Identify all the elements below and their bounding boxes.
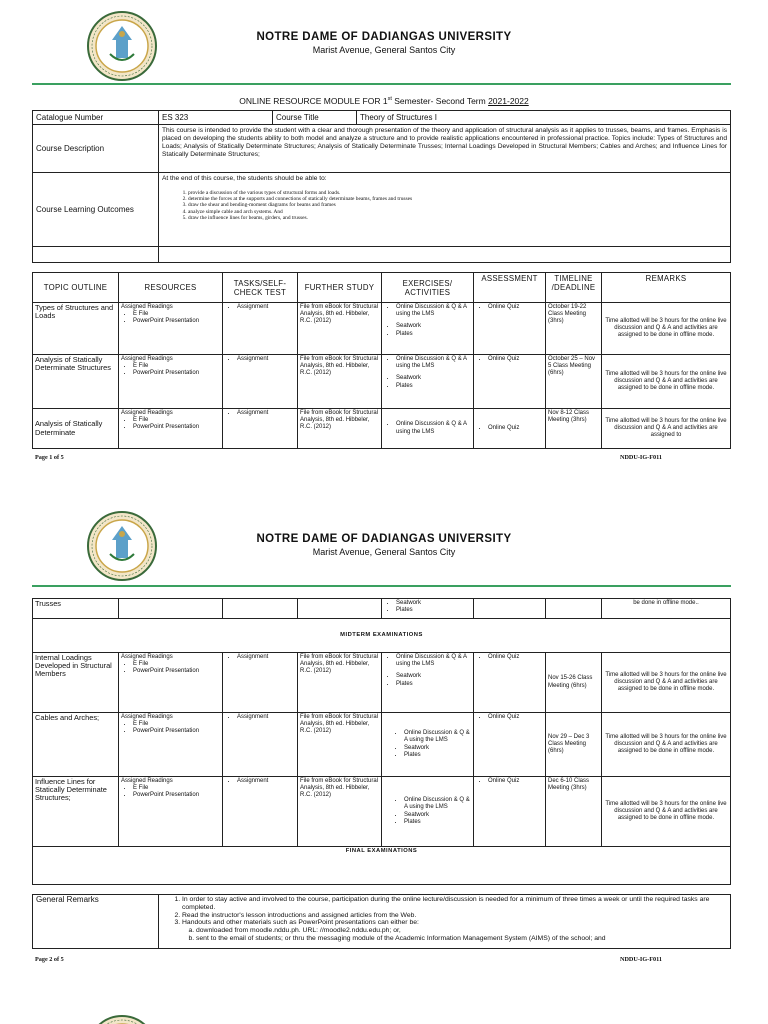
further-study-cell: File from eBook for Structural Analysis, 8th ed. Hibbeler, R.C. (2012) [298,355,382,409]
timeline-cell: October 19-22 Class Meeting (3hrs) [546,303,602,355]
page-2 [0,500,768,980]
midterm-label: MIDTERM EXAMINATIONS [33,619,731,653]
exercises-cell: • Online Discussion & Q & A using the LMS • Seatwork • Plates [382,653,474,713]
table-row [33,777,731,847]
resources-cell: Assigned Readings • E File • PowerPoint Presentation [119,777,223,847]
course-description: This course is intended to provide the student with a clear and thorough presentation of the theory and application of structural analysis as it applies to trusses, beams, and frames. Emphasis is placed on developing the students ability to both model and analyze a structure and to provide realistic applications encountered in professional practice. Topics include: Types of Structures and Loads; Analysis of Statically Determinate Structures; Analysis of Statically Determinate Trusses; Internal Loadings Developed in Structural Members; Cables and Arches; and Influence Lines for Statically Determinate Structures; [159,125,731,173]
tasks-cell [223,599,298,619]
table-row [33,653,731,713]
module-title: ONLINE RESOURCE MODULE FOR 1st Semester- Second Term 2021-2022 [239,96,529,106]
assessment-cell: • Online Quiz [474,303,546,355]
outcomes-list [188,190,727,221]
timeline-cell: Nov 15-26 Class Meeting (6hrs) [546,653,602,713]
remark-item: 3. Handouts and other materials such as PowerPoint presentations can either be: a. downloaded from moodle.nddu.ph. URL: //moodle2.nddu.edu.ph; or, b. sent to the email of students; or thru the messaging module of the Academic Information Management System (AIMS) of the school; and [182,919,727,942]
assessment-cell: • Online Quiz [474,409,546,449]
document-code: NDDU-IG-F011 [620,956,662,963]
remarks-cell: Time allotted will be 3 hours for the online live discussion and Q & A and activities are assigned to be done in offline mode. [602,653,731,713]
resources-cell [119,599,223,619]
header-tasks: TASKS/SELF-CHECK TEST [223,273,298,303]
further-study-cell: File from eBook for Structural Analysis, 8th ed. Hibbeler, R.C. (2012) [298,409,382,449]
assessment-cell [474,599,546,619]
exercises-cell: • Online Discussion & Q & A using the LMS [382,409,474,449]
topics-table-page-2 [32,598,731,885]
university-name: NOTRE DAME OF DADIANGAS UNIVERSITY [256,31,512,43]
timeline-cell: Dec 6-10 Class Meeting (3hrs) [546,777,602,847]
tasks-cell: • Assignment [223,713,298,777]
header-resources: RESOURCES [119,273,223,303]
page-number: Page 2 of 5 [35,956,64,963]
topic-cell: Trusses [33,599,119,619]
header-divider [32,83,731,85]
exercises-cell: • Online Discussion & Q & A using the LMS • Seatwork • Plates [382,777,474,847]
assessment-cell: • Online Quiz [474,355,546,409]
blank-cell [159,247,731,263]
university-address: Marist Avenue, General Santos City [312,547,456,557]
resources-cell: Assigned Readings • E File • PowerPoint Presentation [119,409,223,449]
table-row [33,355,731,409]
course-title-label: Course Title [273,111,357,125]
outcome-item: 5. draw the influence lines for beams, girders, and trusses. [188,215,727,221]
remarks-cell: Time allotted will be 3 hours for the online live discussion and Q & A and activities are assigned to [602,409,731,449]
topic-cell: Analysis of Statically Determinate [33,409,119,449]
course-title-value: Theory of Structures I [357,111,731,125]
university-seal-logo [86,1014,158,1024]
resources-cell: Assigned Readings • E File • PowerPoint Presentation [119,713,223,777]
assessment-cell: • Online Quiz [474,713,546,777]
timeline-cell: October 25 – Nov 5 Class Meeting (6hrs) [546,355,602,409]
blank-cell [33,247,159,263]
table-row [33,409,731,449]
header-divider [32,585,731,587]
outcome-item: 4. analyze simple cable and arch systems. And [188,209,727,215]
remarks-cell: Time allotted will be 3 hours for the online live discussion and Q & A and activities are assigned to be done in offline mode. [602,713,731,777]
final-label: FINAL EXAMINATIONS [33,847,731,885]
outcomes-intro: At the end of this course, the students should be able to: [162,175,327,182]
exercises-cell: • Seatwork • Plates [382,599,474,619]
outcome-item: 2. determine the forces at the supports and connections of statically determinate beams, frames and trusses [188,196,727,202]
tasks-cell: • Assignment [223,355,298,409]
topic-cell: Internal Loadings Developed in Structural Members [33,653,119,713]
topic-cell: Analysis of Statically Determinate Structures [33,355,119,409]
remark-subitem: b. sent to the email of students; or thru the messaging module of the Academic Information Management System (AIMS) of the school; and [196,935,727,943]
header-exercises: EXERCISES/ ACTIVITIES [382,273,474,303]
topics-table-page-1 [32,272,731,449]
final-row [33,847,731,885]
remarks-cell: Time allotted will be 3 hours for the online live discussion and Q & A and activities are assigned to be done in offline mode. [602,355,731,409]
further-study-cell: File from eBook for Structural Analysis, 8th ed. Hibbeler, R.C. (2012) [298,777,382,847]
tasks-cell: • Assignment [223,777,298,847]
remark-subitem: a. downloaded from moodle.nddu.ph. URL: //moodle2.nddu.edu.ph; or, [196,927,727,935]
outcomes-label: Course Learning Outcomes [33,173,159,247]
remarks-cell: be done in offline mode.. [602,599,731,619]
resources-cell: Assigned Readings • E File • PowerPoint Presentation [119,653,223,713]
outcome-item: 1. provide a discussion of the various types of structural forms and loads. [188,190,727,196]
further-study-cell: File from eBook for Structural Analysis, 8th ed. Hibbeler, R.C. (2012) [298,303,382,355]
assessment-cell: • Online Quiz [474,777,546,847]
topic-cell: Cables and Arches; [33,713,119,777]
header-remarks: REMARKS [602,273,731,303]
remark-item: 2. Read the instructor's lesson introductions and assigned articles from the Web. [182,912,727,920]
university-name: NOTRE DAME OF DADIANGAS UNIVERSITY [256,533,512,545]
topic-cell: Types of Structures and Loads [33,303,119,355]
exercises-cell: • Online Discussion & Q & A using the LMS • Seatwork • Plates [382,355,474,409]
topic-cell: Influence Lines for Statically Determinate Structures; [33,777,119,847]
exercises-cell: • Online Discussion & Q & A using the LMS • Seatwork • Plates [382,303,474,355]
remarks-cell: Time allotted will be 3 hours for the online live discussion and Q & A and activities are assigned to be done in offline mode. [602,777,731,847]
university-seal-logo [86,510,158,582]
description-label: Course Description [33,125,159,173]
header-further-study: FURTHER STUDY [298,273,382,303]
outcome-item: 3. draw the shear and bending-moment diagrams for beams and frames [188,202,727,208]
general-remarks-label: General Remarks [33,895,159,949]
catalogue-value: ES 323 [159,111,273,125]
assessment-cell: • Online Quiz [474,653,546,713]
further-study-cell: File from eBook for Structural Analysis, 8th ed. Hibbeler, R.C. (2012) [298,653,382,713]
general-remarks-content [159,895,731,949]
resources-cell: Assigned Readings • E File • PowerPoint Presentation [119,355,223,409]
header-timeline: TIMELINE /DEADLINE [546,273,602,303]
table-row [33,599,731,619]
exercises-cell: • Online Discussion & Q & A using the LMS • Seatwork • Plates [382,713,474,777]
course-outcomes [159,173,731,247]
document-code: NDDU-IG-F011 [620,454,662,461]
midterm-row [33,619,731,653]
further-study-cell [298,599,382,619]
tasks-cell: • Assignment [223,303,298,355]
timeline-cell: Nov 29 – Dec 3 Class Meeting (6hrs) [546,713,602,777]
catalogue-label: Catalogue Number [33,111,159,125]
course-info-table [32,110,731,263]
timeline-cell: Nov 8-12 Class Meeting (3hrs) [546,409,602,449]
page-number: Page 1 of 5 [35,454,64,461]
table-row [33,713,731,777]
header-assessment: ASSESSMENT [474,273,546,303]
remarks-cell: Time allotted will be 3 hours for the online live discussion and Q & A and activities are assigned to be done in offline mode. [602,303,731,355]
university-address: Marist Avenue, General Santos City [312,45,456,55]
page-1 [0,0,768,470]
tasks-cell: • Assignment [223,409,298,449]
resources-cell: Assigned Readings • E File • PowerPoint Presentation [119,303,223,355]
general-remarks-table [32,894,731,949]
timeline-cell [546,599,602,619]
table-row [33,303,731,355]
page-3 [0,1000,768,1024]
further-study-cell: File from eBook for Structural Analysis, 8th ed. Hibbeler, R.C. (2012) [298,713,382,777]
header-topic: TOPIC OUTLINE [33,273,119,303]
remark-item: 1. In order to stay active and involved to the course, participation during the online lecture/discussion is needed for a minimum of three times a week or until the required tasks are completed. [182,896,727,912]
tasks-cell: • Assignment [223,653,298,713]
